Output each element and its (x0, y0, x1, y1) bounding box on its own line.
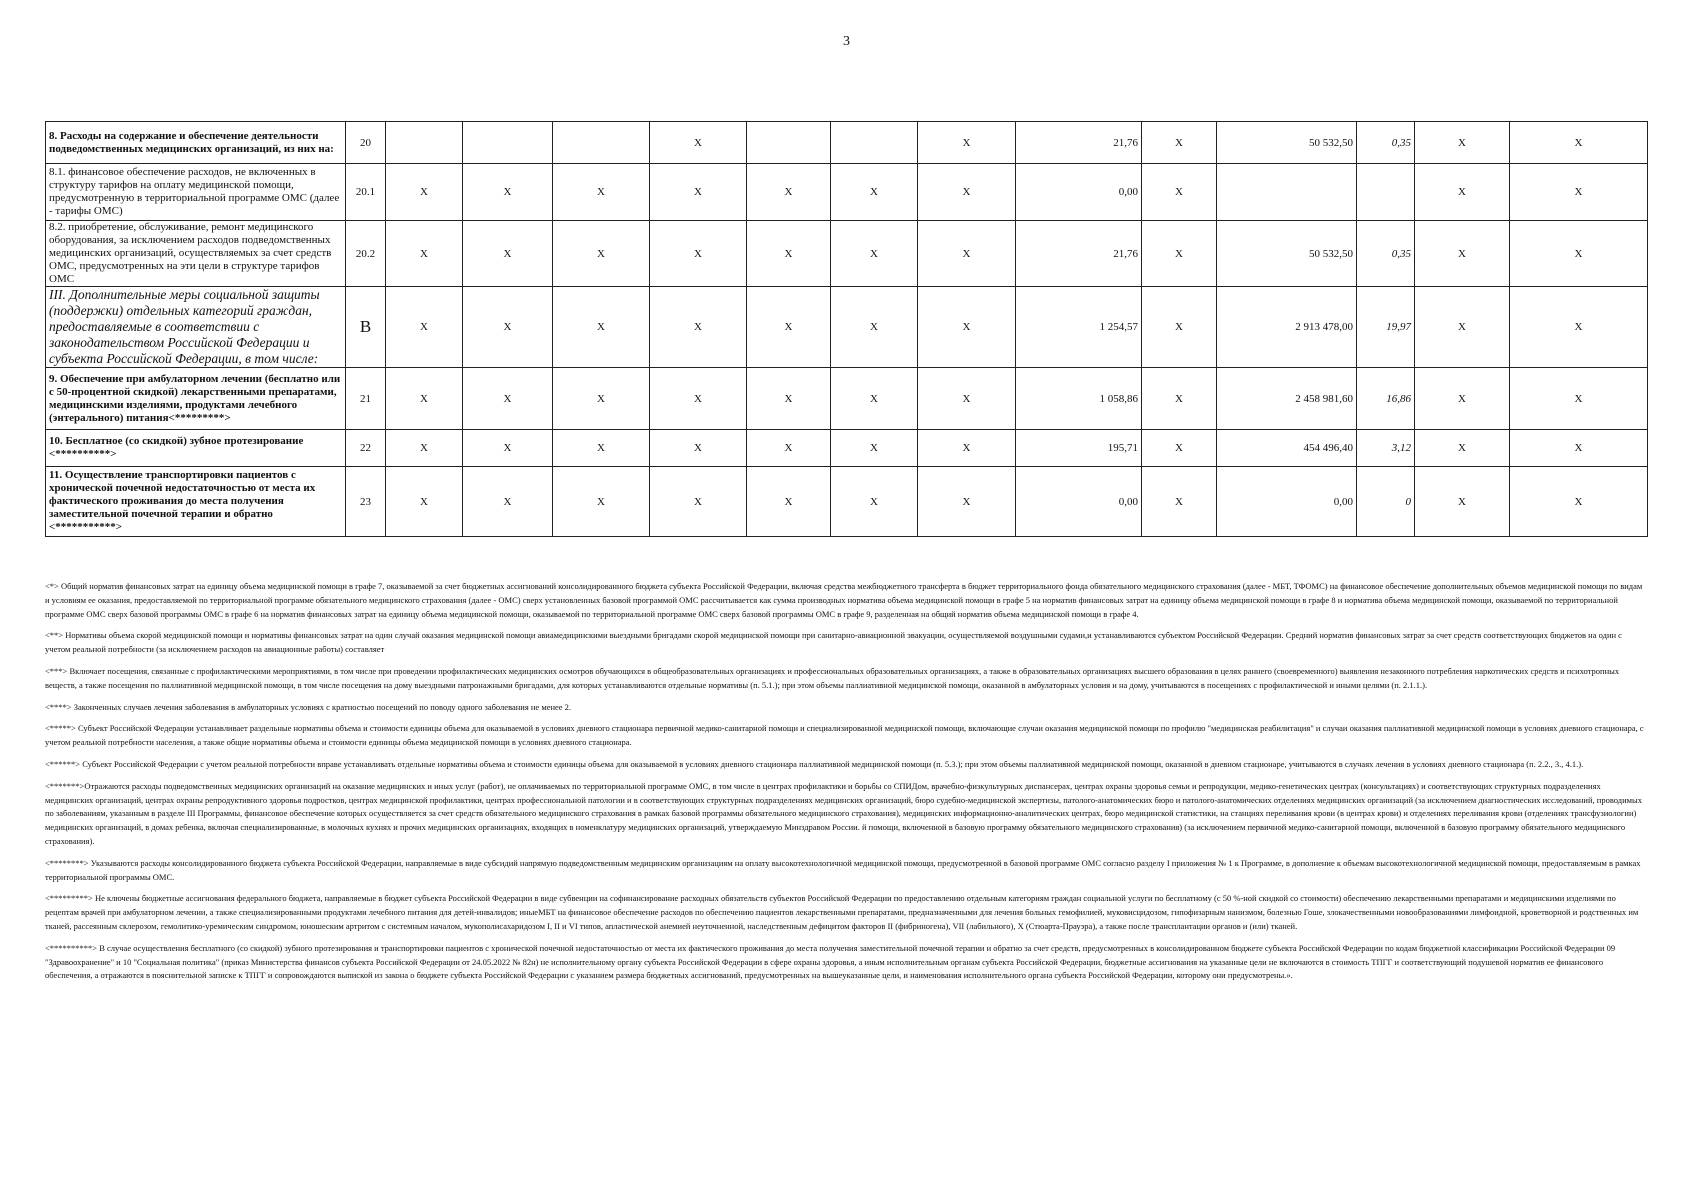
footnotes (45, 580, 1647, 991)
table-cell: X (831, 368, 918, 430)
table-cell: X (831, 221, 918, 287)
row-description: 10. Бесплатное (со скидкой) зубное протезирование <**********> (46, 430, 346, 467)
table-cell: X (463, 221, 553, 287)
table-cell: X (650, 122, 747, 164)
table-cell: X (1142, 430, 1217, 467)
table-cell: X (1415, 287, 1510, 368)
table-cell: X (918, 164, 1016, 221)
row-description: III. Дополнительные меры социальной защиты (поддержки) отдельных категорий граждан, предоставляемые в соответствии с законодательством Российской Федерации и субъекта Российской Федерации, в том числе: (46, 287, 346, 368)
table-cell: X (650, 164, 747, 221)
table-cell: X (1142, 287, 1217, 368)
table-cell: 19,97 (1357, 287, 1415, 368)
table-cell: X (386, 467, 463, 537)
table-cell: X (918, 122, 1016, 164)
table-cell: X (386, 368, 463, 430)
table-cell: X (747, 221, 831, 287)
table-cell: X (1142, 122, 1217, 164)
footnote: <*> Общий норматив финансовых затрат на единицу объема медицинской помощи в графе 7, оказываемой за счет бюджетных ассигнований консолидированного бюджета субъекта Российской Федерации, включая средства межбюджетного трансферта в бюджет территориального фонда обязательного медицинского страхования (далее - МБТ, ТФОМС) на финансовое обеспечение дополнительных объемов медицинской помощи по видам и условиям ее оказания, предоставляемой по территориальной программе обязательного медицинского страхования (далее - ОМС) сверх установленных базовой программой ОМС рассчитывается как сумма производных норматива объема медицинской помощи в графе 5 на норматив финансовых затрат на единицу объема медицинской помощи в графе 8 и норматива объема медицинской помощи, оказываемой по территориальной программе ОМС сверх базовой программы ОМС в графе 6 на норматив финансовых затрат на единицу объема медицинской помощи, оказываемой по территориальной программе ОМС сверх базовой программы ОМС в графе 9, разделенная на общий норматив объема медицинской помощи в графе 4. (45, 581, 1643, 619)
table-cell: X (553, 221, 650, 287)
table-cell (553, 122, 650, 164)
table-row (46, 368, 1648, 430)
table-cell: 1 058,86 (1016, 368, 1142, 430)
footnote: <****> Законченных случаев лечения заболевания в амбулаторных условиях с кратностью посещений по поводу одного заболевания не менее 2. (45, 701, 572, 712)
table-cell: 0,00 (1016, 164, 1142, 221)
table-cell: X (918, 287, 1016, 368)
footnote: <**********> В случае осуществления бесплатного (со скидкой) зубного протезирования и транспортировки пациентов с хронической почечной недостаточностью от места их фактического проживания до места получения заместительной почечной терапии и обратно за счет средств, предусмотренных в консолидированном бюджете субъекта Российской Федерации по кодам бюджетной классификации Российской Федерации 09 "Здравоохранение" и 10 "Социальная политика" (приказ Министерства финансов субъекта Российской Федерации от 24.05.2022 № 82н) не исполнительному органу субъекта Российской Федерации в сфере охраны здоровья, а иным исполнительным органам субъекта Российской Федерации, бюджетные ассигнования на указанные цели не включаются в стоимость ТПГГ и соответствующий подушевой норматив ее финансового обеспечения, а отражаются в пояснительной записке к ТПГГ и сопровождаются выпиской из закона о бюджете субъекта Российской Федерации с указанием размера бюджетных ассигнований, предусмотренных на вышеуказанные цели, и наименования исполнительного органа субъекта Российской Федерации, которому они предусмотрены.». (45, 942, 1616, 981)
table-row (46, 164, 1648, 221)
table-cell: X (386, 164, 463, 221)
table-cell: X (386, 287, 463, 368)
table-cell: X (1415, 467, 1510, 537)
table-row (46, 122, 1648, 164)
table-cell (747, 122, 831, 164)
table-cell: X (747, 287, 831, 368)
table-cell: 0,00 (1217, 467, 1357, 537)
table-row (46, 287, 1648, 368)
table-cell: X (1415, 164, 1510, 221)
table-cell: X (386, 221, 463, 287)
table-cell: X (1415, 368, 1510, 430)
table-cell (463, 122, 553, 164)
row-code: 20.2 (346, 221, 386, 287)
table-cell: X (1415, 221, 1510, 287)
table-cell: X (650, 287, 747, 368)
row-code: 21 (346, 368, 386, 430)
table-cell: X (831, 430, 918, 467)
table-cell: X (831, 164, 918, 221)
table-cell (1357, 164, 1415, 221)
table-cell: X (747, 467, 831, 537)
table-cell: X (553, 467, 650, 537)
table-cell: 2 458 981,60 (1217, 368, 1357, 430)
table-cell: X (650, 467, 747, 537)
table-cell: X (1415, 122, 1510, 164)
table-cell: X (1142, 164, 1217, 221)
table-row (46, 430, 1648, 467)
table-cell: X (747, 430, 831, 467)
row-description: 8. Расходы на содержание и обеспечение деятельности подведомственных медицинских организаций, из них на: (46, 122, 346, 164)
table-cell: 50 532,50 (1217, 221, 1357, 287)
table-cell: X (463, 287, 553, 368)
table-cell: X (463, 430, 553, 467)
table-cell: X (831, 467, 918, 537)
table-cell: 1 254,57 (1016, 287, 1142, 368)
table-cell: X (553, 287, 650, 368)
table-cell: 0,35 (1357, 122, 1415, 164)
table-cell: X (1142, 221, 1217, 287)
table-cell: 3,12 (1357, 430, 1415, 467)
table-cell: X (1415, 430, 1510, 467)
row-code: 20 (346, 122, 386, 164)
table-cell: X (918, 221, 1016, 287)
table-cell: X (918, 467, 1016, 537)
table-cell: X (1510, 221, 1648, 287)
table-cell (386, 122, 463, 164)
table-cell: X (747, 368, 831, 430)
row-code: 23 (346, 467, 386, 537)
table-cell: X (831, 287, 918, 368)
table-cell: X (1510, 122, 1648, 164)
table-cell: X (918, 430, 1016, 467)
table-cell: 454 496,40 (1217, 430, 1357, 467)
table-cell: X (918, 368, 1016, 430)
table-cell: X (650, 221, 747, 287)
table-cell: X (463, 164, 553, 221)
table-cell: X (1510, 467, 1648, 537)
table-cell: X (1510, 287, 1648, 368)
table-cell: 21,76 (1016, 221, 1142, 287)
footnote: <*********> Не ключены бюджетные ассигнования федерального бюджета, направляемые в бюджет субъекта Российской Федерации в виде субвенции на софинансирование расходных обязательств субъектов Российской Федерации по предоставлению отдельным категориям граждан социальной услуги по бесплатному (с 50 %-ной скидкой со стоимости) обеспечению лекарственными препаратами и медицинскими изделиями по рецептам врачей при амбулаторном лечении, а также специализированными продуктами лечебного питания для детей-инвалидов; иныеМБТ на финансовое обеспечение расходов по обеспечению пациентов лекарственными препаратами, предназначенными для лечения больных гемофилией, муковисцидозом, гипофизарным нанизмом, болезнью Гоше, злокачественными новообразованиями лимфоидной, кроветворной и родственных им тканей, рассеянным склерозом, гемолитико-уремическим синдромом, юношеским артритом с системным началом, мукополисахаридозом I, II и VI типов, апластической анемией неуточненной, наследственным дефицитом факторов II (фибриногена), VII (лабильного), X (Стюарта-Прауэра), а также после трансплантации органов и (или) тканей. (45, 893, 1639, 931)
table-row (46, 467, 1648, 537)
table-cell: X (1142, 467, 1217, 537)
row-code: 22 (346, 430, 386, 467)
table-cell: 0,00 (1016, 467, 1142, 537)
table-cell: X (1142, 368, 1217, 430)
table-cell: X (463, 467, 553, 537)
table-cell: 195,71 (1016, 430, 1142, 467)
table-cell: X (1510, 164, 1648, 221)
table-cell: X (553, 430, 650, 467)
table-cell (831, 122, 918, 164)
table-cell: 2 913 478,00 (1217, 287, 1357, 368)
row-code: 20.1 (346, 164, 386, 221)
table-row (46, 221, 1648, 287)
table-cell: X (1510, 368, 1648, 430)
footnote: <***> Включает посещения, связанные с профилактическими мероприятиями, в том числе при проведении профилактических медицинских осмотров обучающихся в общеобразовательных организациях и профессиональных образовательных организациях, а также в образовательных организациях высшего образования в целях раннего (своевременного) выявления незаконного потребления наркотических средств и психотропных веществ, а также посещения по паллиативной медицинской помощи, в том числе посещения на дому выездными патронажными бригадами, для которых устанавливаются отдельные нормативы (п. 5.1.); при этом объемы паллиативной медицинской помощи, оказанной в амбулаторных условия и на дому, учитываются в посещениях с профилактической и иными целями (п. 2.1.1.). (45, 665, 1620, 690)
row-description: 8.1. финансовое обеспечение расходов, не включенных в структуру тарифов на оплату медицинской помощи, предусмотренную в территориальной программе ОМС (далее - тарифы ОМС) (46, 164, 346, 221)
footnote: <********> Указываются расходы консолидированного бюджета субъекта Российской Федерации, направляемые в виде субсидий напрямую подведомственным медицинским организациям на оплату высокотехнологичной медицинской помощи, предусмотренной в базовой программе ОМС согласно разделу I приложения № 1 к Программе, в дополнение к объемам высокотехнологичной медицинской помощи, предоставляемым в рамках территориальной программы ОМС. (45, 857, 1641, 882)
financing-table (45, 121, 1648, 537)
table-cell (1217, 164, 1357, 221)
table-cell: X (553, 164, 650, 221)
table-cell: 50 532,50 (1217, 122, 1357, 164)
table-cell: X (747, 164, 831, 221)
table-cell: X (650, 430, 747, 467)
table-cell: 16,86 (1357, 368, 1415, 430)
table-cell: 0 (1357, 467, 1415, 537)
row-description: 8.2. приобретение, обслуживание, ремонт медицинского оборудования, за исключением расходов подведомственных медицинских организаций, осуществляемых за счет средств ОМС, предусмотренных на эти цели в структуре тарифов ОМС (46, 221, 346, 287)
footnote: <*******>Отражаются расходы подведомственных медицинских организаций на оказание медицинских и иных услуг (работ), не оплачиваемых по территориальной программе ОМС, в том числе в центрах профилактики и борьбы со СПИДом, врачебно-физкультурных диспансерах, центрах охраны здоровья семьи и репродукции, медико-генетических центрах (консультациях) и соответствующих структурных подразделениях медицинских организаций, центрах охраны репродуктивного здоровья подростков, центрах медицинской профилактики, центрах профессиональной патологии и в соответствующих структурных подразделениях медицинских организаций, бюро судебно-медицинской экспертизы, патолого-анатомических бюро и патолого-анатомических отделениях медицинских организаций (за исключением диагностических исследований, проводимых по заболеваниям, указанным в разделе III Программы, финансовое обеспечение которых осуществляется за счет средств обязательного медицинского страхования в рамках базовой программы обязательного медицинского страхования), медицинских информационно-аналитических центрах, бюро медицинской статистики, на станциях переливания крови (в центрах крови) и отделениях переливания крови (отделениях трансфузиологии) медицинских организаций, в домах ребенка, включая специализированные, в молочных кухнях и прочих медицинских организациях, входящих в номенклатуру медицинских организаций, утверждаемую Минздравом России. й помощи, включенной в базовую программу обязательного медицинского страхования) (за исключением первичной медико-санитарной помощи, включенной в базовую программу обязательного медицинского страхования). (45, 780, 1642, 846)
table-cell: X (650, 368, 747, 430)
table-cell: 0,35 (1357, 221, 1415, 287)
table-cell: X (386, 430, 463, 467)
table-cell: 21,76 (1016, 122, 1142, 164)
table-cell: X (553, 368, 650, 430)
table-cell: X (1510, 430, 1648, 467)
footnote: <**> Нормативы объема скорой медицинской помощи и нормативы финансовых затрат на один случай оказания медицинской помощи авиамедицинскими выездными бригадами скорой медицинской помощи при санитарно-авиационной эвакуации, осуществляемой воздушными судами,и устанавливаются субъектом Российской Федерации. Средний норматив финансовых затрат за счет средств соответствующих бюджетов на один с учетом реальной потребности (за исключением расходов на авиационные работы) составляет (45, 630, 1622, 655)
footnote: <******> Субъект Российской Федерации с учетом реальной потребности вправе устанавливать отдельные нормативы объема и стоимости единицы объема для оказываемой в условиях дневного стационара паллиативной медицинской помощи (п. 5.3.); при этом объемы паллиативной медицинской помощи, оказанной в дневном стационаре, учитываются в случаях лечения в условиях дневного стационара (п. 2.2., 3., 4.1.). (45, 758, 1584, 769)
row-description: 9. Обеспечение при амбулаторном лечении (бесплатно или с 50-процентной скидкой) лекарственными препаратами, медицинскими изделиями, продуктами лечебного (энтерального) питания<*********> (46, 368, 346, 430)
footnote: <*****> Субъект Российской Федерации устанавливает раздельные нормативы объема и стоимости единицы объема для оказываемой в условиях дневного стационара первичной медико-санитарной помощи и специализированной медицинской помощи, включающие случаи оказания медицинской помощи по профилю "медицинская реабилитация" и случаи оказания паллиативной медицинской помощи в условиях дневного стационара, с учетом реальной потребности населения, а также общие нормативы объема и стоимости единицы объема медицинской помощи в условиях дневного стационара. (45, 723, 1644, 748)
row-description: 11. Осуществление транспортировки пациентов с хронической почечной недостаточностью от места их фактического проживания до места получения заместительной почечной терапии и обратно <***********> (46, 467, 346, 537)
row-code: В (346, 287, 386, 368)
table-cell: X (463, 368, 553, 430)
page-number: 3 (843, 34, 850, 49)
